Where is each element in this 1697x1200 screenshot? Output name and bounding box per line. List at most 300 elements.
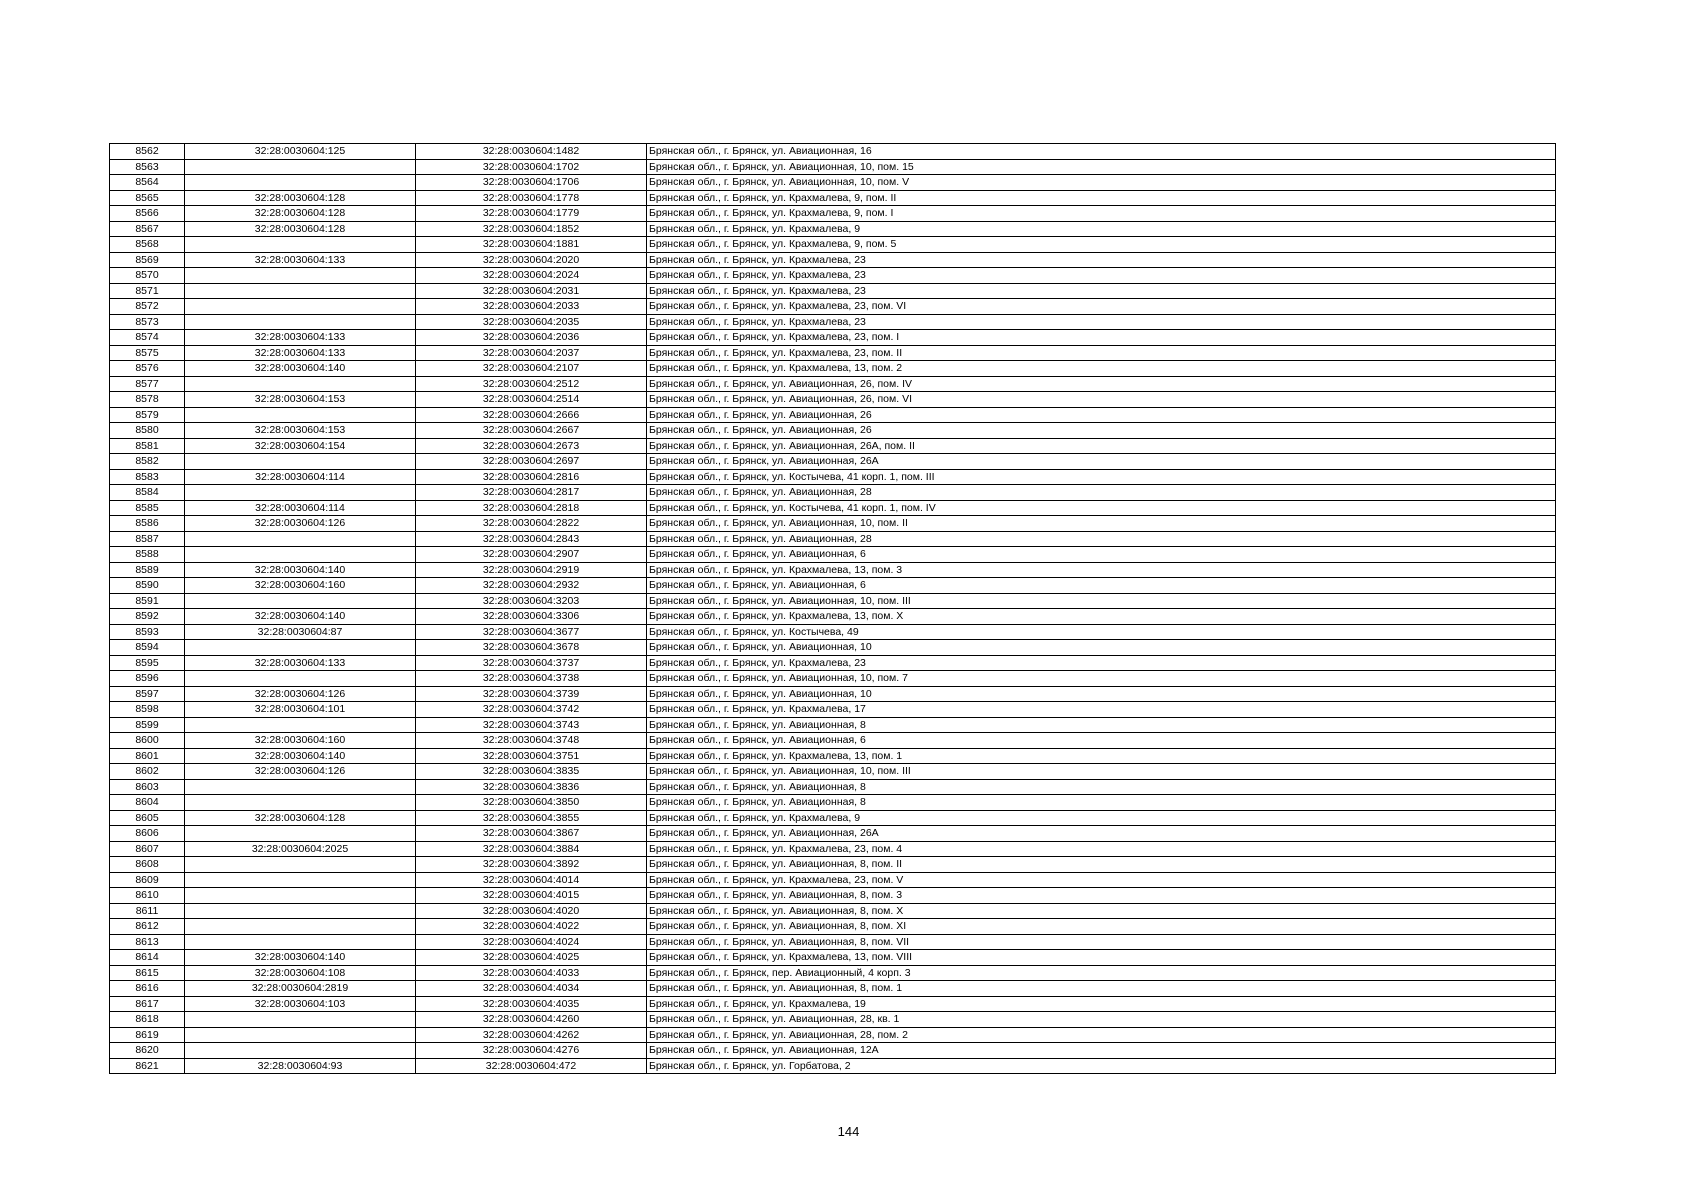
row-number-cell: 8616: [110, 981, 185, 997]
parent-cadastral-number-cell: [185, 159, 416, 175]
row-number-cell: 8582: [110, 454, 185, 470]
registry-table: [109, 143, 1556, 1074]
table-row: [110, 438, 1556, 454]
cadastral-number-cell: 32:28:0030604:3867: [416, 826, 647, 842]
parent-cadastral-number-cell: 32:28:0030604:87: [185, 624, 416, 640]
row-number-cell: 8607: [110, 841, 185, 857]
cadastral-number-cell: 32:28:0030604:3678: [416, 640, 647, 656]
parent-cadastral-number-cell: [185, 919, 416, 935]
row-number-cell: 8586: [110, 516, 185, 532]
address-cell: Брянская обл., г. Брянск, ул. Авиационная, 10, пом. 7: [647, 671, 1556, 687]
parent-cadastral-number-cell: 32:28:0030604:128: [185, 190, 416, 206]
address-cell: Брянская обл., г. Брянск, ул. Крахмалева, 9, пом. 5: [647, 237, 1556, 253]
address-cell: Брянская обл., г. Брянск, ул. Авиационная, 10, пом. II: [647, 516, 1556, 532]
table-row: [110, 733, 1556, 749]
table-row: [110, 593, 1556, 609]
parent-cadastral-number-cell: 32:28:0030604:154: [185, 438, 416, 454]
cadastral-number-cell: 32:28:0030604:3737: [416, 655, 647, 671]
row-number-cell: 8583: [110, 469, 185, 485]
cadastral-number-cell: 32:28:0030604:2033: [416, 299, 647, 315]
table-row: [110, 1027, 1556, 1043]
parent-cadastral-number-cell: 32:28:0030604:140: [185, 361, 416, 377]
table-row: [110, 206, 1556, 222]
row-number-cell: 8592: [110, 609, 185, 625]
address-cell: Брянская обл., г. Брянск, ул. Авиационная, 6: [647, 547, 1556, 563]
parent-cadastral-number-cell: [185, 1043, 416, 1059]
address-cell: Брянская обл., г. Брянск, ул. Авиационная, 6: [647, 733, 1556, 749]
cadastral-number-cell: 32:28:0030604:1482: [416, 144, 647, 160]
table-row: [110, 640, 1556, 656]
table-row: [110, 299, 1556, 315]
parent-cadastral-number-cell: [185, 640, 416, 656]
cadastral-number-cell: 32:28:0030604:4022: [416, 919, 647, 935]
cadastral-number-cell: 32:28:0030604:2035: [416, 314, 647, 330]
row-number-cell: 8618: [110, 1012, 185, 1028]
row-number-cell: 8605: [110, 810, 185, 826]
table-row: [110, 841, 1556, 857]
parent-cadastral-number-cell: [185, 872, 416, 888]
cadastral-number-cell: 32:28:0030604:3743: [416, 717, 647, 733]
table-row: [110, 345, 1556, 361]
parent-cadastral-number-cell: [185, 547, 416, 563]
cadastral-number-cell: 32:28:0030604:2107: [416, 361, 647, 377]
parent-cadastral-number-cell: 32:28:0030604:108: [185, 965, 416, 981]
parent-cadastral-number-cell: 32:28:0030604:93: [185, 1058, 416, 1074]
parent-cadastral-number-cell: [185, 671, 416, 687]
row-number-cell: 8601: [110, 748, 185, 764]
address-cell: Брянская обл., г. Брянск, ул. Авиационная, 10: [647, 686, 1556, 702]
cadastral-number-cell: 32:28:0030604:4015: [416, 888, 647, 904]
address-cell: Брянская обл., г. Брянск, ул. Авиационная, 28: [647, 531, 1556, 547]
parent-cadastral-number-cell: [185, 237, 416, 253]
cadastral-number-cell: 32:28:0030604:2817: [416, 485, 647, 501]
address-cell: Брянская обл., г. Брянск, ул. Авиационная, 10, пом. 15: [647, 159, 1556, 175]
address-cell: Брянская обл., г. Брянск, ул. Авиационная, 8: [647, 717, 1556, 733]
parent-cadastral-number-cell: 32:28:0030604:126: [185, 686, 416, 702]
parent-cadastral-number-cell: [185, 454, 416, 470]
cadastral-number-cell: 32:28:0030604:3738: [416, 671, 647, 687]
address-cell: Брянская обл., г. Брянск, ул. Авиационная, 28, кв. 1: [647, 1012, 1556, 1028]
parent-cadastral-number-cell: [185, 1012, 416, 1028]
cadastral-number-cell: 32:28:0030604:2907: [416, 547, 647, 563]
table-row: [110, 423, 1556, 439]
parent-cadastral-number-cell: [185, 376, 416, 392]
table-row: [110, 252, 1556, 268]
row-number-cell: 8588: [110, 547, 185, 563]
address-cell: Брянская обл., г. Брянск, ул. Авиационная, 6: [647, 578, 1556, 594]
address-cell: Брянская обл., г. Брянск, ул. Авиационная, 28: [647, 485, 1556, 501]
table-row: [110, 314, 1556, 330]
row-number-cell: 8577: [110, 376, 185, 392]
table-row: [110, 531, 1556, 547]
address-cell: Брянская обл., г. Брянск, ул. Крахмалева, 9, пом. II: [647, 190, 1556, 206]
address-cell: Брянская обл., г. Брянск, ул. Крахмалева, 13, пом. VIII: [647, 950, 1556, 966]
cadastral-number-cell: 32:28:0030604:2666: [416, 407, 647, 423]
address-cell: Брянская обл., г. Брянск, ул. Костычева, 41 корп. 1, пом. III: [647, 469, 1556, 485]
row-number-cell: 8611: [110, 903, 185, 919]
parent-cadastral-number-cell: 32:28:0030604:114: [185, 469, 416, 485]
parent-cadastral-number-cell: [185, 888, 416, 904]
row-number-cell: 8593: [110, 624, 185, 640]
table-row: [110, 1043, 1556, 1059]
address-cell: Брянская обл., г. Брянск, ул. Авиационная, 10, пом. III: [647, 764, 1556, 780]
table-row: [110, 454, 1556, 470]
parent-cadastral-number-cell: 32:28:0030604:128: [185, 221, 416, 237]
parent-cadastral-number-cell: [185, 268, 416, 284]
address-cell: Брянская обл., г. Брянск, ул. Крахмалева, 23, пом. I: [647, 330, 1556, 346]
row-number-cell: 8614: [110, 950, 185, 966]
table-row: [110, 516, 1556, 532]
address-cell: Брянская обл., г. Брянск, ул. Костычева, 49: [647, 624, 1556, 640]
table-row: [110, 159, 1556, 175]
row-number-cell: 8580: [110, 423, 185, 439]
parent-cadastral-number-cell: [185, 283, 416, 299]
parent-cadastral-number-cell: [185, 717, 416, 733]
address-cell: Брянская обл., г. Брянск, ул. Авиационная, 16: [647, 144, 1556, 160]
parent-cadastral-number-cell: 32:28:0030604:153: [185, 423, 416, 439]
row-number-cell: 8604: [110, 795, 185, 811]
table-row: [110, 144, 1556, 160]
address-cell: Брянская обл., г. Брянск, ул. Авиационная, 8: [647, 795, 1556, 811]
cadastral-number-cell: 32:28:0030604:1706: [416, 175, 647, 191]
cadastral-number-cell: 32:28:0030604:3203: [416, 593, 647, 609]
row-number-cell: 8574: [110, 330, 185, 346]
cadastral-number-cell: 32:28:0030604:472: [416, 1058, 647, 1074]
address-cell: Брянская обл., г. Брянск, ул. Авиационная, 8, пом. XI: [647, 919, 1556, 935]
row-number-cell: 8566: [110, 206, 185, 222]
address-cell: Брянская обл., г. Брянск, ул. Авиационная, 8, пом. VII: [647, 934, 1556, 950]
row-number-cell: 8619: [110, 1027, 185, 1043]
address-cell: Брянская обл., г. Брянск, ул. Крахмалева, 9: [647, 810, 1556, 826]
parent-cadastral-number-cell: [185, 1027, 416, 1043]
cadastral-number-cell: 32:28:0030604:3748: [416, 733, 647, 749]
row-number-cell: 8565: [110, 190, 185, 206]
table-row: [110, 624, 1556, 640]
parent-cadastral-number-cell: [185, 314, 416, 330]
parent-cadastral-number-cell: [185, 593, 416, 609]
table-row: [110, 996, 1556, 1012]
address-cell: Брянская обл., г. Брянск, ул. Крахмалева, 23, пом. 4: [647, 841, 1556, 857]
row-number-cell: 8581: [110, 438, 185, 454]
row-number-cell: 8612: [110, 919, 185, 935]
table-row: [110, 655, 1556, 671]
address-cell: Брянская обл., г. Брянск, ул. Авиационная, 26А, пом. II: [647, 438, 1556, 454]
row-number-cell: 8602: [110, 764, 185, 780]
parent-cadastral-number-cell: [185, 299, 416, 315]
table-row: [110, 779, 1556, 795]
cadastral-number-cell: 32:28:0030604:2919: [416, 562, 647, 578]
table-row: [110, 981, 1556, 997]
row-number-cell: 8613: [110, 934, 185, 950]
cadastral-number-cell: 32:28:0030604:2667: [416, 423, 647, 439]
address-cell: Брянская обл., г. Брянск, ул. Крахмалева, 9: [647, 221, 1556, 237]
table-row: [110, 175, 1556, 191]
table-row: [110, 717, 1556, 733]
parent-cadastral-number-cell: [185, 779, 416, 795]
parent-cadastral-number-cell: 32:28:0030604:140: [185, 562, 416, 578]
parent-cadastral-number-cell: 32:28:0030604:133: [185, 345, 416, 361]
table-row: [110, 950, 1556, 966]
cadastral-number-cell: 32:28:0030604:2037: [416, 345, 647, 361]
parent-cadastral-number-cell: 32:28:0030604:160: [185, 578, 416, 594]
table-row: [110, 330, 1556, 346]
cadastral-number-cell: 32:28:0030604:2024: [416, 268, 647, 284]
table-row: [110, 268, 1556, 284]
parent-cadastral-number-cell: 32:28:0030604:125: [185, 144, 416, 160]
table-row: [110, 392, 1556, 408]
row-number-cell: 8576: [110, 361, 185, 377]
table-row: [110, 888, 1556, 904]
row-number-cell: 8598: [110, 702, 185, 718]
parent-cadastral-number-cell: [185, 857, 416, 873]
address-cell: Брянская обл., г. Брянск, ул. Крахмалева, 23: [647, 268, 1556, 284]
cadastral-number-cell: 32:28:0030604:3306: [416, 609, 647, 625]
address-cell: Брянская обл., г. Брянск, ул. Крахмалева, 13, пом. 2: [647, 361, 1556, 377]
address-cell: Брянская обл., г. Брянск, ул. Крахмалева, 19: [647, 996, 1556, 1012]
cadastral-number-cell: 32:28:0030604:4020: [416, 903, 647, 919]
table-row: [110, 221, 1556, 237]
parent-cadastral-number-cell: 32:28:0030604:133: [185, 330, 416, 346]
row-number-cell: 8608: [110, 857, 185, 873]
address-cell: Брянская обл., г. Брянск, ул. Крахмалева, 23: [647, 283, 1556, 299]
cadastral-number-cell: 32:28:0030604:2843: [416, 531, 647, 547]
parent-cadastral-number-cell: 32:28:0030604:140: [185, 950, 416, 966]
table-row: [110, 795, 1556, 811]
cadastral-number-cell: 32:28:0030604:3850: [416, 795, 647, 811]
row-number-cell: 8609: [110, 872, 185, 888]
cadastral-number-cell: 32:28:0030604:3677: [416, 624, 647, 640]
cadastral-number-cell: 32:28:0030604:2512: [416, 376, 647, 392]
table-row: [110, 903, 1556, 919]
address-cell: Брянская обл., г. Брянск, ул. Крахмалева, 13, пом. X: [647, 609, 1556, 625]
cadastral-number-cell: 32:28:0030604:1779: [416, 206, 647, 222]
parent-cadastral-number-cell: 32:28:0030604:126: [185, 516, 416, 532]
row-number-cell: 8603: [110, 779, 185, 795]
address-cell: Брянская обл., г. Брянск, ул. Крахмалева, 23, пом. V: [647, 872, 1556, 888]
cadastral-number-cell: 32:28:0030604:2031: [416, 283, 647, 299]
row-number-cell: 8563: [110, 159, 185, 175]
row-number-cell: 8578: [110, 392, 185, 408]
parent-cadastral-number-cell: [185, 531, 416, 547]
address-cell: Брянская обл., г. Брянск, ул. Авиационная, 26А: [647, 826, 1556, 842]
cadastral-number-cell: 32:28:0030604:4033: [416, 965, 647, 981]
cadastral-number-cell: 32:28:0030604:3742: [416, 702, 647, 718]
row-number-cell: 8621: [110, 1058, 185, 1074]
row-number-cell: 8569: [110, 252, 185, 268]
address-cell: Брянская обл., г. Брянск, ул. Крахмалева, 23, пом. II: [647, 345, 1556, 361]
cadastral-number-cell: 32:28:0030604:4014: [416, 872, 647, 888]
cadastral-number-cell: 32:28:0030604:3836: [416, 779, 647, 795]
cadastral-number-cell: 32:28:0030604:4025: [416, 950, 647, 966]
cadastral-number-cell: 32:28:0030604:2673: [416, 438, 647, 454]
parent-cadastral-number-cell: [185, 175, 416, 191]
address-cell: Брянская обл., г. Брянск, ул. Авиационная, 10, пом. III: [647, 593, 1556, 609]
row-number-cell: 8620: [110, 1043, 185, 1059]
table-row: [110, 934, 1556, 950]
table-row: [110, 919, 1556, 935]
parent-cadastral-number-cell: 32:28:0030604:153: [185, 392, 416, 408]
table-row: [110, 965, 1556, 981]
address-cell: Брянская обл., г. Брянск, ул. Крахмалева, 23: [647, 252, 1556, 268]
parent-cadastral-number-cell: 32:28:0030604:103: [185, 996, 416, 1012]
address-cell: Брянская обл., г. Брянск, ул. Крахмалева, 23: [647, 655, 1556, 671]
table-row: [110, 1058, 1556, 1074]
parent-cadastral-number-cell: 32:28:0030604:133: [185, 655, 416, 671]
row-number-cell: 8568: [110, 237, 185, 253]
row-number-cell: 8595: [110, 655, 185, 671]
parent-cadastral-number-cell: [185, 795, 416, 811]
row-number-cell: 8589: [110, 562, 185, 578]
address-cell: Брянская обл., г. Брянск, ул. Авиационная, 8, пом. II: [647, 857, 1556, 873]
address-cell: Брянская обл., г. Брянск, ул. Авиационная, 26: [647, 423, 1556, 439]
row-number-cell: 8591: [110, 593, 185, 609]
table-row: [110, 702, 1556, 718]
row-number-cell: 8562: [110, 144, 185, 160]
parent-cadastral-number-cell: [185, 903, 416, 919]
table-row: [110, 190, 1556, 206]
cadastral-number-cell: 32:28:0030604:4024: [416, 934, 647, 950]
parent-cadastral-number-cell: [185, 826, 416, 842]
table-row: [110, 578, 1556, 594]
table-row: [110, 857, 1556, 873]
parent-cadastral-number-cell: 32:28:0030604:140: [185, 748, 416, 764]
parent-cadastral-number-cell: 32:28:0030604:133: [185, 252, 416, 268]
table-row: [110, 562, 1556, 578]
cadastral-number-cell: 32:28:0030604:3835: [416, 764, 647, 780]
row-number-cell: 8597: [110, 686, 185, 702]
address-cell: Брянская обл., г. Брянск, ул. Авиационная, 8, пом. 3: [647, 888, 1556, 904]
cadastral-number-cell: 32:28:0030604:2818: [416, 500, 647, 516]
row-number-cell: 8575: [110, 345, 185, 361]
address-cell: Брянская обл., г. Брянск, пер. Авиационный, 4 корп. 3: [647, 965, 1556, 981]
cadastral-number-cell: 32:28:0030604:3739: [416, 686, 647, 702]
table-row: [110, 671, 1556, 687]
table-row: [110, 872, 1556, 888]
cadastral-number-cell: 32:28:0030604:2816: [416, 469, 647, 485]
row-number-cell: 8564: [110, 175, 185, 191]
row-number-cell: 8584: [110, 485, 185, 501]
row-number-cell: 8572: [110, 299, 185, 315]
address-cell: Брянская обл., г. Брянск, ул. Авиационная, 8, пом. X: [647, 903, 1556, 919]
table-row: [110, 500, 1556, 516]
cadastral-number-cell: 32:28:0030604:2514: [416, 392, 647, 408]
table-row: [110, 826, 1556, 842]
cadastral-number-cell: 32:28:0030604:4034: [416, 981, 647, 997]
row-number-cell: 8610: [110, 888, 185, 904]
address-cell: Брянская обл., г. Брянск, ул. Горбатова, 2: [647, 1058, 1556, 1074]
address-cell: Брянская обл., г. Брянск, ул. Авиационная, 12А: [647, 1043, 1556, 1059]
table-row: [110, 547, 1556, 563]
address-cell: Брянская обл., г. Брянск, ул. Авиационная, 10: [647, 640, 1556, 656]
cadastral-number-cell: 32:28:0030604:2697: [416, 454, 647, 470]
address-cell: Брянская обл., г. Брянск, ул. Авиационная, 26А: [647, 454, 1556, 470]
row-number-cell: 8579: [110, 407, 185, 423]
table-row: [110, 237, 1556, 253]
address-cell: Брянская обл., г. Брянск, ул. Авиационная, 10, пом. V: [647, 175, 1556, 191]
parent-cadastral-number-cell: 32:28:0030604:114: [185, 500, 416, 516]
page-number: 144: [837, 1124, 860, 1139]
row-number-cell: 8570: [110, 268, 185, 284]
table-row: [110, 748, 1556, 764]
table-row: [110, 283, 1556, 299]
parent-cadastral-number-cell: 32:28:0030604:128: [185, 206, 416, 222]
cadastral-number-cell: 32:28:0030604:1881: [416, 237, 647, 253]
table-row: [110, 609, 1556, 625]
cadastral-number-cell: 32:28:0030604:2036: [416, 330, 647, 346]
table-row: [110, 376, 1556, 392]
address-cell: Брянская обл., г. Брянск, ул. Авиационная, 26, пом. VI: [647, 392, 1556, 408]
table-row: [110, 686, 1556, 702]
table-row: [110, 407, 1556, 423]
parent-cadastral-number-cell: 32:28:0030604:128: [185, 810, 416, 826]
cadastral-number-cell: 32:28:0030604:4035: [416, 996, 647, 1012]
cadastral-number-cell: 32:28:0030604:3855: [416, 810, 647, 826]
cadastral-number-cell: 32:28:0030604:2020: [416, 252, 647, 268]
row-number-cell: 8567: [110, 221, 185, 237]
parent-cadastral-number-cell: [185, 485, 416, 501]
address-cell: Брянская обл., г. Брянск, ул. Авиационная, 8: [647, 779, 1556, 795]
table-row: [110, 361, 1556, 377]
address-cell: Брянская обл., г. Брянск, ул. Авиационная, 28, пом. 2: [647, 1027, 1556, 1043]
row-number-cell: 8596: [110, 671, 185, 687]
cadastral-number-cell: 32:28:0030604:1852: [416, 221, 647, 237]
table-row: [110, 810, 1556, 826]
address-cell: Брянская обл., г. Брянск, ул. Авиационная, 8, пом. 1: [647, 981, 1556, 997]
cadastral-number-cell: 32:28:0030604:1778: [416, 190, 647, 206]
parent-cadastral-number-cell: 32:28:0030604:101: [185, 702, 416, 718]
cadastral-number-cell: 32:28:0030604:2822: [416, 516, 647, 532]
row-number-cell: 8600: [110, 733, 185, 749]
parent-cadastral-number-cell: [185, 934, 416, 950]
row-number-cell: 8599: [110, 717, 185, 733]
row-number-cell: 8594: [110, 640, 185, 656]
row-number-cell: 8606: [110, 826, 185, 842]
cadastral-number-cell: 32:28:0030604:3892: [416, 857, 647, 873]
table-row: [110, 469, 1556, 485]
parent-cadastral-number-cell: 32:28:0030604:2819: [185, 981, 416, 997]
document-page: [109, 143, 1555, 1074]
parent-cadastral-number-cell: 32:28:0030604:126: [185, 764, 416, 780]
cadastral-number-cell: 32:28:0030604:3884: [416, 841, 647, 857]
address-cell: Брянская обл., г. Брянск, ул. Костычева, 41 корп. 1, пом. IV: [647, 500, 1556, 516]
address-cell: Брянская обл., г. Брянск, ул. Крахмалева, 17: [647, 702, 1556, 718]
row-number-cell: 8590: [110, 578, 185, 594]
registry-table-body: [110, 144, 1556, 1074]
cadastral-number-cell: 32:28:0030604:4260: [416, 1012, 647, 1028]
address-cell: Брянская обл., г. Брянск, ул. Крахмалева, 13, пом. 3: [647, 562, 1556, 578]
address-cell: Брянская обл., г. Брянск, ул. Авиационная, 26, пом. IV: [647, 376, 1556, 392]
row-number-cell: 8615: [110, 965, 185, 981]
row-number-cell: 8587: [110, 531, 185, 547]
parent-cadastral-number-cell: 32:28:0030604:140: [185, 609, 416, 625]
parent-cadastral-number-cell: 32:28:0030604:2025: [185, 841, 416, 857]
cadastral-number-cell: 32:28:0030604:1702: [416, 159, 647, 175]
cadastral-number-cell: 32:28:0030604:4276: [416, 1043, 647, 1059]
address-cell: Брянская обл., г. Брянск, ул. Крахмалева, 9, пом. I: [647, 206, 1556, 222]
address-cell: Брянская обл., г. Брянск, ул. Крахмалева, 23, пом. VI: [647, 299, 1556, 315]
row-number-cell: 8617: [110, 996, 185, 1012]
row-number-cell: 8585: [110, 500, 185, 516]
row-number-cell: 8573: [110, 314, 185, 330]
table-row: [110, 764, 1556, 780]
cadastral-number-cell: 32:28:0030604:3751: [416, 748, 647, 764]
table-row: [110, 485, 1556, 501]
cadastral-number-cell: 32:28:0030604:2932: [416, 578, 647, 594]
cadastral-number-cell: 32:28:0030604:4262: [416, 1027, 647, 1043]
address-cell: Брянская обл., г. Брянск, ул. Крахмалева, 23: [647, 314, 1556, 330]
parent-cadastral-number-cell: 32:28:0030604:160: [185, 733, 416, 749]
table-row: [110, 1012, 1556, 1028]
